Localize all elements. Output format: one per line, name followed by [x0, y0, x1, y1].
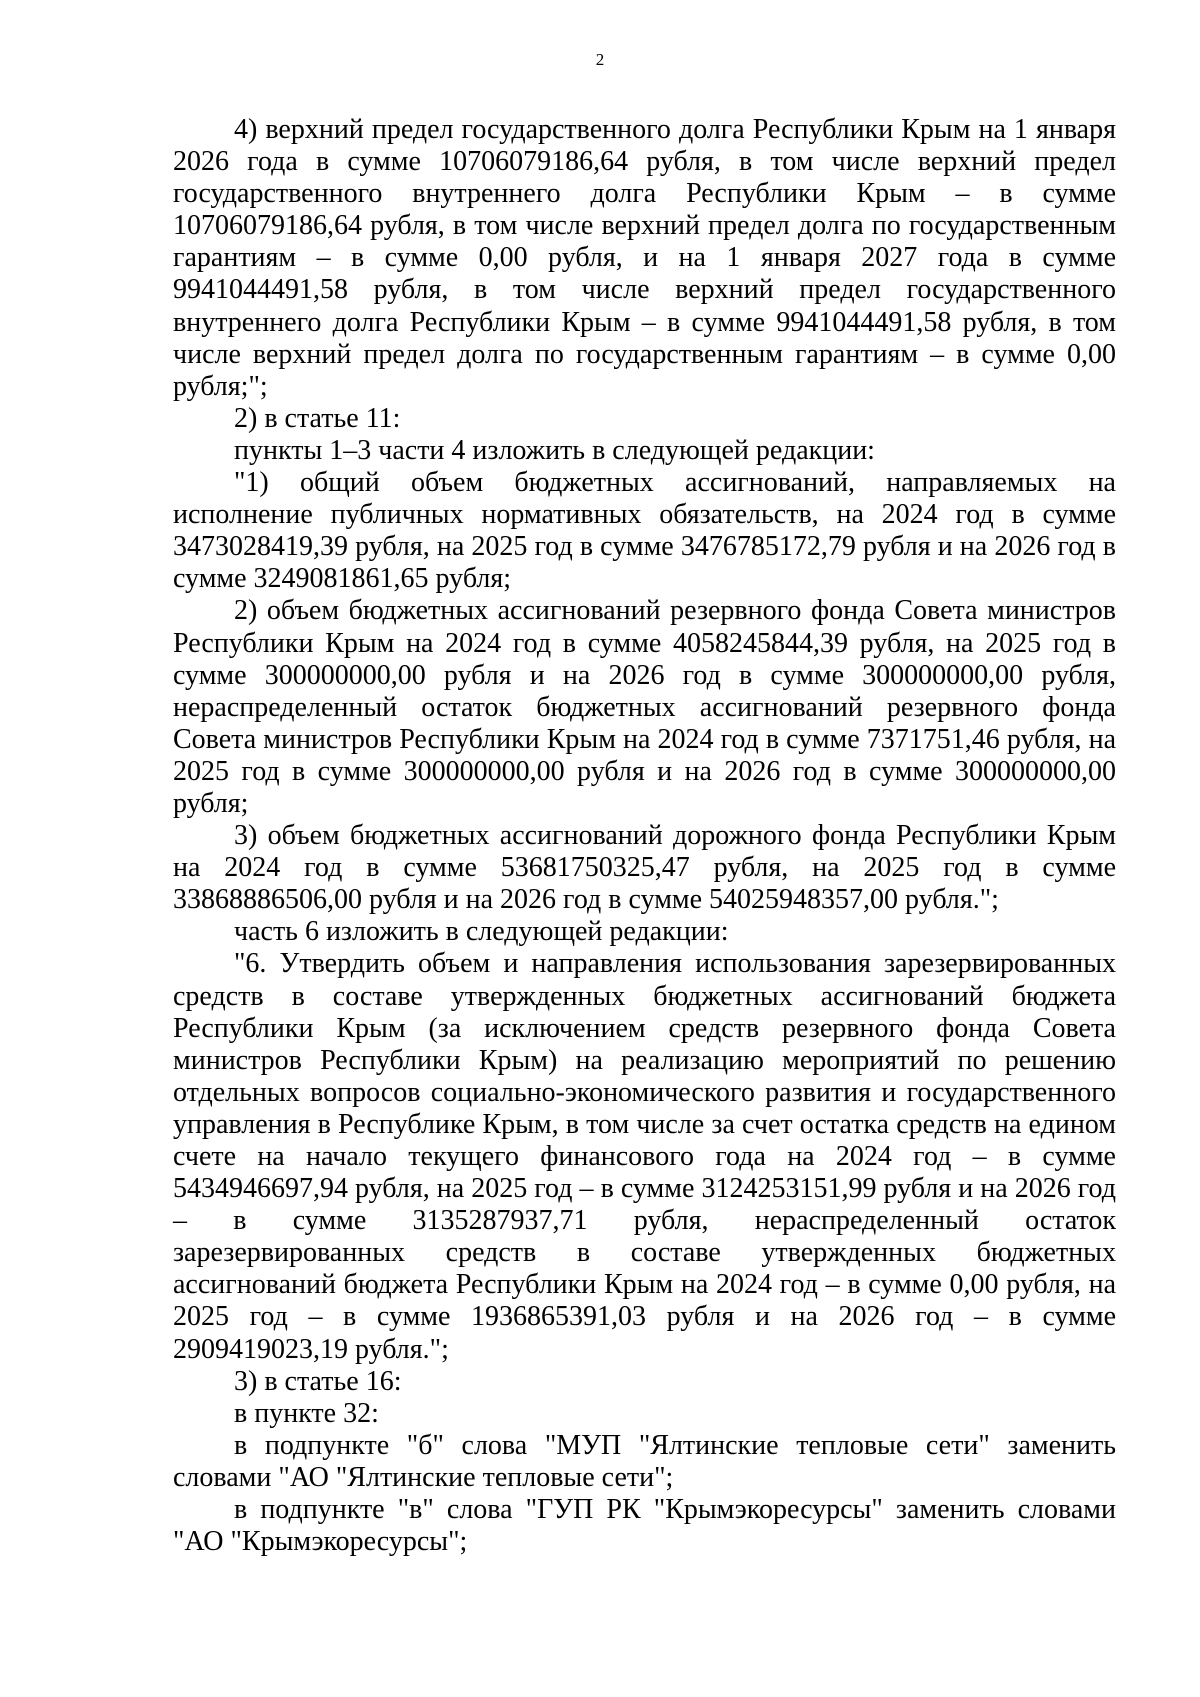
paragraph-road-fund: 3) объем бюджетных ассигнований дорожного фонда Республики Крым на 2024 год в сумме 53681750325,47 рубля, на 2025 год в сумме 33868886506,00 рубля и на 2026 год в сумме 54025948357,00 рубля."; — [173, 820, 1116, 916]
paragraph-point-32: в пункте 32: — [234, 1397, 379, 1429]
paragraph-public-obligations: "1) общий объем бюджетных ассигнований, направляемых на исполнение публичных нормативных обязательств, на 2024 год в сумме 3473028419,39 рубля, на 2025 год в сумме 3476785172,79 рубля и на 2026 год в сумме 3249081861,65 рубля; — [173, 467, 1116, 595]
paragraph-article-16: 3) в статье 16: — [234, 1365, 402, 1397]
paragraph-reserved-funds: "6. Утвердить объем и направления использования зарезервированных средств в составе утвержденных бюджетных ассигнований бюджета Республики Крым (за исключением средств резервного фонда Совета министров Республики Крым) на реализацию мероприятий по решению отдельных вопросов социально-экономического развития и государственного управления в Республике Крым, в том числе за счет остатка средств на едином счете на начало текущего финансового года на 2024 год – в сумме 5434946697,94 рубля, на 2025 год – в сумме 3124253151,99 рубля и на 2026 год – в сумме 3135287937,71 рубля, нераспределенный остаток зарезервированных средств в составе утвержденных бюджетных ассигнований бюджета Республики Крым на 2024 год – в сумме 0,00 рубля, на 2025 год – в сумме 1936865391,03 рубля и на 2026 год – в сумме 2909419023,19 рубля."; — [173, 948, 1116, 1365]
paragraph-article-11: 2) в статье 11: — [234, 402, 401, 434]
paragraph-reserve-fund: 2) объем бюджетных ассигнований резервного фонда Совета министров Республики Крым на 2024 год в сумме 4058245844,39 рубля, на 2025 год в сумме 300000000,00 рубля и на 2026 год в сумме 300000000,00 рубля, нераспределенный остаток бюджетных ассигнований резервного фонда Совета министров Республики Крым на 2024 год в сумме 7371751,46 рубля, на 2025 год в сумме 300000000,00 рубля и на 2026 год в сумме 300000000,00 рубля; — [173, 595, 1116, 819]
paragraph-subpoint-b: в подпункте "б" слова "МУП "Ялтинские тепловые сети" заменить словами "АО "Ялтинские тепловые сети"; — [173, 1429, 1116, 1493]
paragraph-points-1-3-part-4: пункты 1–3 части 4 изложить в следующей редакции: — [234, 434, 875, 466]
paragraph-subpoint-v: в подпункте "в" слова "ГУП РК "Крымэкоресурсы" заменить словами "АО "Крымэкоресурсы"; — [173, 1494, 1116, 1558]
page-number: 2 — [595, 50, 605, 69]
paragraph-part-6: часть 6 изложить в следующей редакции: — [234, 916, 729, 948]
document-body — [173, 114, 1116, 1558]
paragraph-debt-upper-limit: 4) верхний предел государственного долга Республики Крым на 1 января 2026 года в сумме 10706079186,64 рубля, в том числе верхний предел государственного внутреннего долга Республики Крым – в сумме 10706079186,64 рубля, в том числе верхний предел долга по государственным гарантиям – в сумме 0,00 рубля, и на 1 января 2027 года в сумме 9941044491,58 рубля, в том числе верхний предел государственного внутреннего долга Республики Крым – в сумме 9941044491,58 рубля, в том числе верхний предел долга по государственным гарантиям – в сумме 0,00 рубля;"; — [173, 114, 1116, 402]
